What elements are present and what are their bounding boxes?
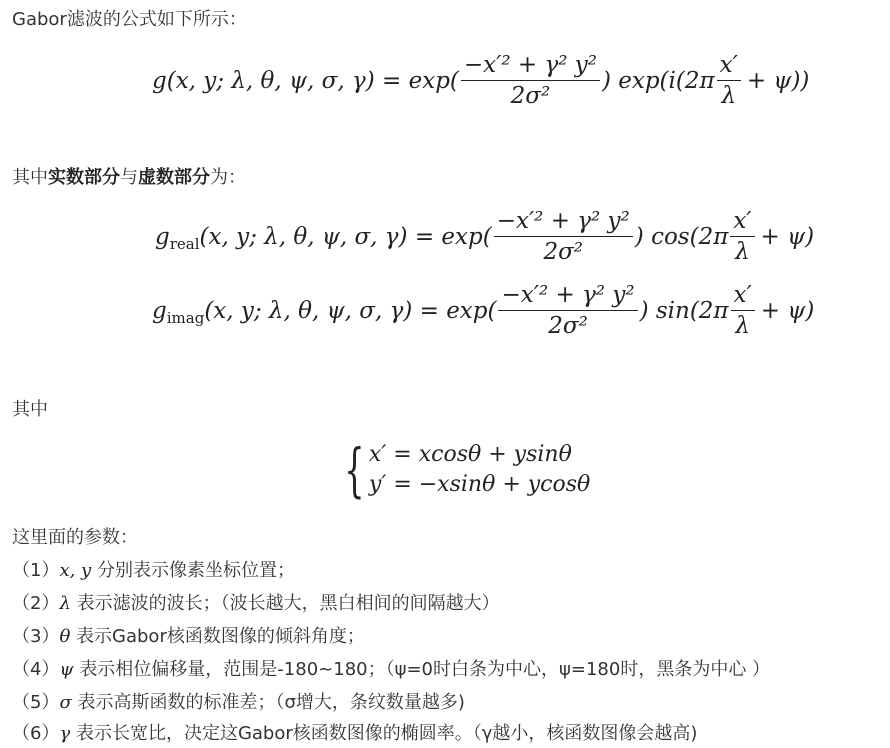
parts-prefix: 其中 [12, 167, 48, 188]
imag-args: (x, y; λ, θ, ψ, σ, γ) = exp( [204, 297, 497, 324]
param-index: （6） [12, 723, 60, 744]
imag-numerator: −x′² + γ² y² [498, 282, 637, 311]
param-item [12, 559, 295, 583]
imag-subscript: imag [166, 308, 205, 327]
fraction-numerator-2: x′ [717, 52, 741, 81]
param-item [12, 722, 697, 746]
parts-suffix: 为： [210, 167, 246, 188]
real-mid: ) cos(2π [634, 223, 729, 250]
imag-g: g [152, 297, 167, 324]
real-part-label: 实数部分 [48, 167, 120, 188]
gabor-real-formula [155, 208, 814, 265]
param-text: 表示长宽比，决定这Gabor核函数图像的椭圆率。（γ越小，核函数图像会越高) [75, 723, 698, 744]
param-symbol: γ [59, 723, 71, 744]
formula-lhs: g(x, y; λ, θ, ψ, σ, γ) = exp( [152, 67, 459, 94]
fraction-denominator: 2σ² [510, 83, 551, 109]
param-text: 表示Gabor核函数图像的倾斜角度； [76, 626, 365, 647]
param-text: 分别表示像素坐标位置； [96, 560, 295, 581]
left-brace: { [344, 436, 365, 504]
real-numerator: −x′² + γ² y² [494, 208, 633, 237]
intro-text: Gabor滤波的公式如下所示： [12, 9, 247, 30]
param-symbol: x, y [59, 560, 92, 581]
param-index: （1） [12, 560, 60, 581]
param-index: （2） [12, 593, 60, 614]
imag-part-label: 虚数部分 [138, 167, 210, 188]
param-item [12, 658, 770, 682]
param-item [12, 592, 500, 616]
param-item [12, 625, 365, 649]
real-tail: + ψ) [760, 223, 815, 250]
parts-and: 与 [120, 167, 138, 188]
real-args: (x, y; λ, θ, ψ, σ, γ) = exp( [199, 223, 492, 250]
param-symbol: θ [59, 626, 71, 647]
gabor-formula [152, 52, 809, 109]
param-symbol: σ [59, 692, 72, 713]
where-text: 其中 [12, 399, 48, 420]
real-subscript: real [169, 234, 200, 253]
param-symbol: λ [59, 593, 71, 614]
formula-fraction-2 [717, 52, 741, 109]
gabor-imag-formula [152, 282, 814, 339]
imag-mid: ) sin(2π [639, 297, 729, 324]
params-title: 这里面的参数： [12, 527, 138, 548]
imag-fraction-2 [731, 282, 755, 339]
param-index: （3） [12, 626, 60, 647]
formula-mid: ) exp(i(2π [601, 67, 715, 94]
system-line-2: y′ = −xsinθ + ycosθ [368, 472, 591, 497]
real-fraction [494, 208, 633, 265]
param-index: （5） [12, 692, 60, 713]
param-text: 表示滤波的波长；（波长越大，黑白相间的间隔越大） [76, 593, 500, 614]
param-text: 表示相位偏移量，范围是-180~180；（ψ=0时白条为中心，ψ=180时，黑条为中心 ） [79, 659, 771, 680]
real-g: g [155, 223, 170, 250]
param-symbol: ψ [59, 659, 74, 680]
real-fraction-2 [730, 208, 754, 265]
parts-text [12, 166, 246, 190]
imag-tail: + ψ) [760, 297, 815, 324]
fraction-numerator: −x′² + γ² y² [461, 52, 600, 81]
formula-tail: + ψ)) [746, 67, 810, 94]
param-item [12, 691, 465, 715]
imag-fraction [498, 282, 637, 339]
imag-numerator-2: x′ [731, 282, 755, 311]
formula-fraction [461, 52, 600, 109]
system-line-1: x′ = xcosθ + ysinθ [368, 442, 572, 467]
rotation-system [336, 436, 591, 504]
system-lines [369, 440, 590, 500]
fraction-denominator-2: λ [721, 83, 737, 109]
real-numerator-2: x′ [730, 208, 754, 237]
imag-denominator: 2σ² [548, 313, 588, 339]
real-denominator-2: λ [735, 239, 750, 265]
imag-denominator-2: λ [735, 313, 750, 339]
real-denominator: 2σ² [543, 239, 584, 265]
param-index: （4） [12, 659, 60, 680]
param-text: 表示高斯函数的标准差；（σ增大，条纹数量越多) [77, 692, 465, 713]
